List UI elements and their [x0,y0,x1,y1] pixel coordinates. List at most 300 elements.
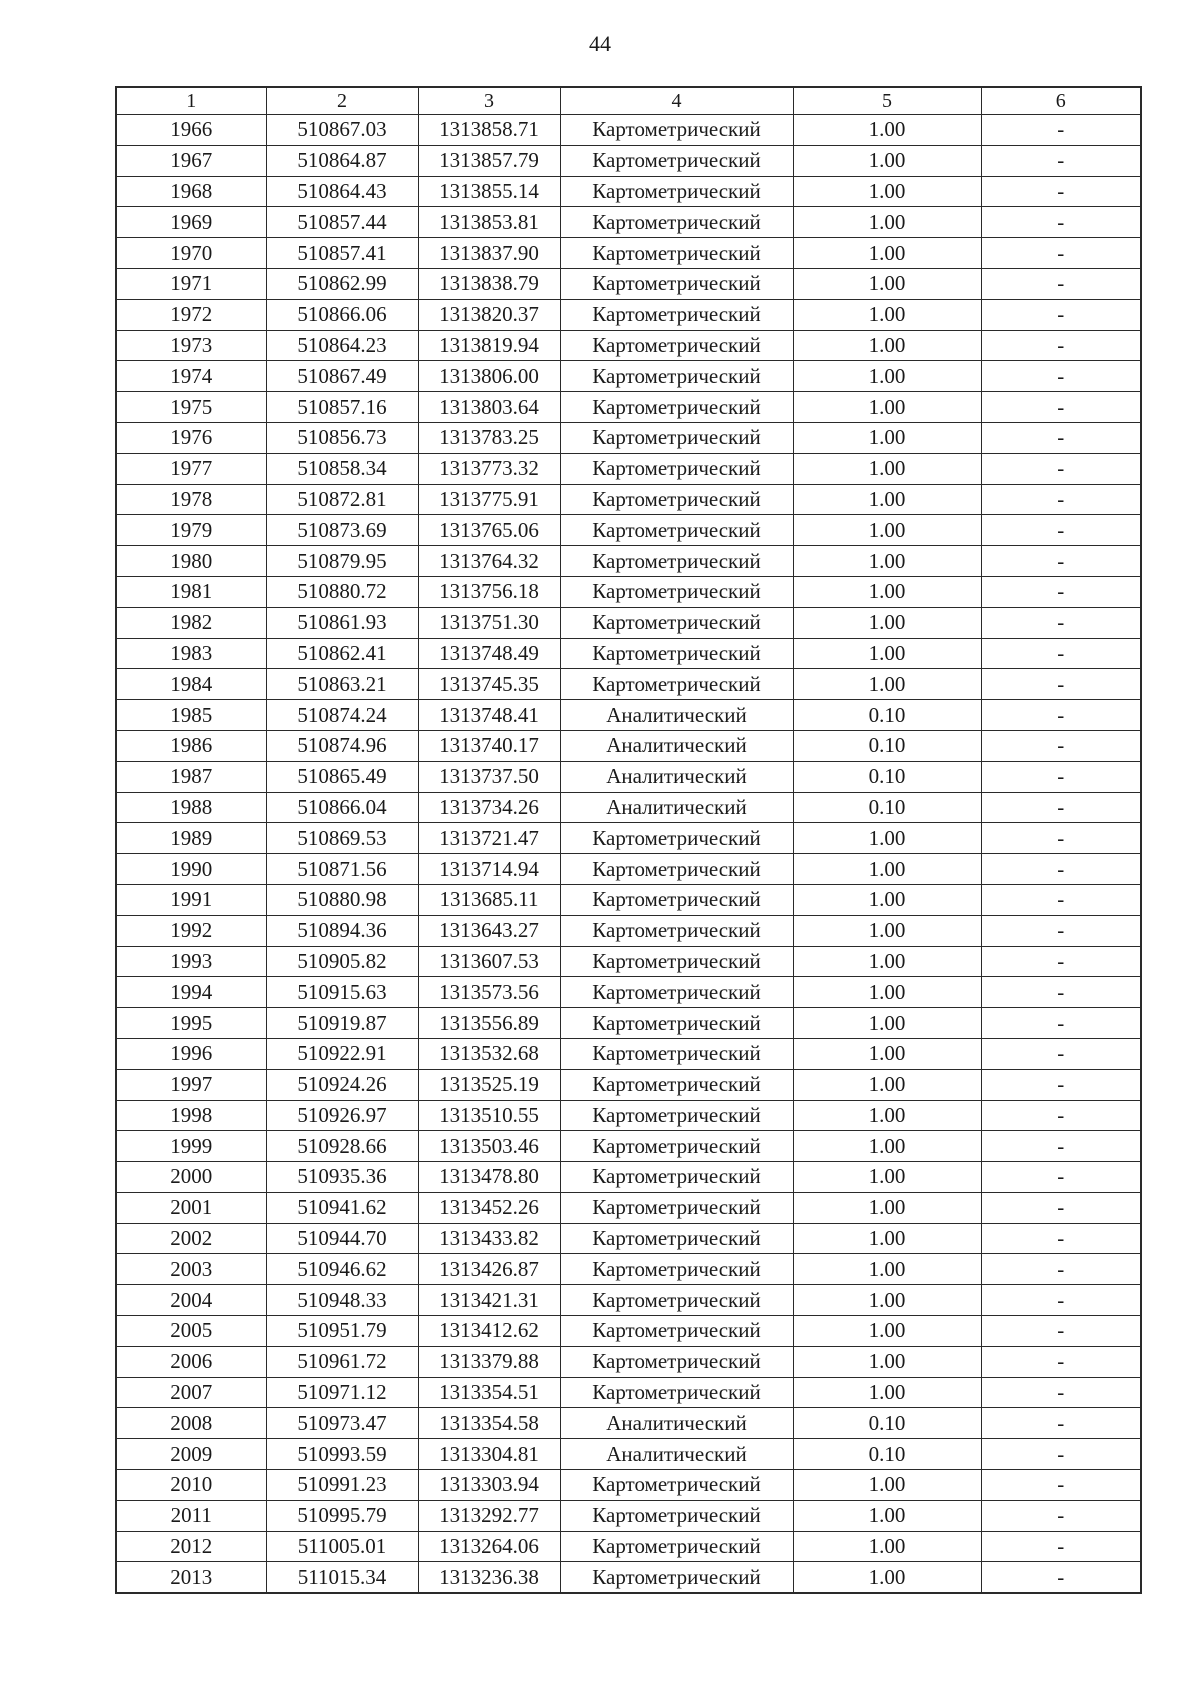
x-coordinate-cell: 510874.24 [266,700,418,731]
note-cell: - [981,453,1141,484]
accuracy-cell: 1.00 [793,1377,981,1408]
y-coordinate-cell: 1313721.47 [418,823,560,854]
point-number-cell: 2006 [116,1346,266,1377]
method-cell: Картометрический [560,1377,793,1408]
point-number-cell: 2004 [116,1285,266,1316]
accuracy-cell: 1.00 [793,1223,981,1254]
y-coordinate-cell: 1313756.18 [418,576,560,607]
y-coordinate-cell: 1313556.89 [418,1008,560,1039]
point-number-cell: 1995 [116,1008,266,1039]
accuracy-cell: 1.00 [793,1500,981,1531]
y-coordinate-cell: 1313806.00 [418,361,560,392]
method-cell: Картометрический [560,1162,793,1193]
y-coordinate-cell: 1313573.56 [418,977,560,1008]
point-number-cell: 1988 [116,792,266,823]
accuracy-cell: 1.00 [793,607,981,638]
column-header-2: 2 [266,87,418,115]
x-coordinate-cell: 510894.36 [266,915,418,946]
point-number-cell: 2007 [116,1377,266,1408]
point-number-cell: 2002 [116,1223,266,1254]
table-row [116,422,1141,453]
note-cell: - [981,915,1141,946]
table-row [116,145,1141,176]
method-cell: Картометрический [560,1531,793,1562]
table-row [116,576,1141,607]
point-number-cell: 1996 [116,1038,266,1069]
accuracy-cell: 1.00 [793,238,981,269]
method-cell: Картометрический [560,1285,793,1316]
x-coordinate-cell: 510866.04 [266,792,418,823]
column-header-4: 4 [560,87,793,115]
note-cell: - [981,238,1141,269]
note-cell: - [981,299,1141,330]
y-coordinate-cell: 1313433.82 [418,1223,560,1254]
table-row [116,453,1141,484]
y-coordinate-cell: 1313510.55 [418,1100,560,1131]
y-coordinate-cell: 1313452.26 [418,1192,560,1223]
table-row [116,700,1141,731]
point-number-cell: 1979 [116,515,266,546]
coordinates-table [115,86,1142,1594]
accuracy-cell: 1.00 [793,977,981,1008]
table-row [116,854,1141,885]
point-number-cell: 1990 [116,854,266,885]
y-coordinate-cell: 1313685.11 [418,884,560,915]
table-row [116,1531,1141,1562]
table-row [116,1470,1141,1501]
y-coordinate-cell: 1313354.58 [418,1408,560,1439]
x-coordinate-cell: 510862.41 [266,638,418,669]
x-coordinate-cell: 510973.47 [266,1408,418,1439]
method-cell: Картометрический [560,669,793,700]
table-row [116,176,1141,207]
point-number-cell: 2003 [116,1254,266,1285]
table-row [116,607,1141,638]
accuracy-cell: 1.00 [793,638,981,669]
accuracy-cell: 1.00 [793,299,981,330]
method-cell: Картометрический [560,1192,793,1223]
note-cell: - [981,854,1141,885]
accuracy-cell: 1.00 [793,823,981,854]
note-cell: - [981,792,1141,823]
method-cell: Картометрический [560,422,793,453]
method-cell: Картометрический [560,145,793,176]
y-coordinate-cell: 1313379.88 [418,1346,560,1377]
y-coordinate-cell: 1313773.32 [418,453,560,484]
method-cell: Картометрический [560,1008,793,1039]
x-coordinate-cell: 510864.87 [266,145,418,176]
y-coordinate-cell: 1313532.68 [418,1038,560,1069]
method-cell: Картометрический [560,1470,793,1501]
note-cell: - [981,884,1141,915]
y-coordinate-cell: 1313734.26 [418,792,560,823]
table-row [116,1285,1141,1316]
y-coordinate-cell: 1313748.41 [418,700,560,731]
accuracy-cell: 1.00 [793,207,981,238]
x-coordinate-cell: 510935.36 [266,1162,418,1193]
y-coordinate-cell: 1313412.62 [418,1316,560,1347]
method-cell: Картометрический [560,946,793,977]
y-coordinate-cell: 1313643.27 [418,915,560,946]
table-row [116,515,1141,546]
accuracy-cell: 1.00 [793,515,981,546]
point-number-cell: 1968 [116,176,266,207]
note-cell: - [981,977,1141,1008]
column-header-6: 6 [981,87,1141,115]
y-coordinate-cell: 1313751.30 [418,607,560,638]
method-cell: Аналитический [560,730,793,761]
table-row [116,792,1141,823]
method-cell: Картометрический [560,915,793,946]
accuracy-cell: 1.00 [793,1346,981,1377]
note-cell: - [981,176,1141,207]
table-row [116,915,1141,946]
point-number-cell: 1980 [116,546,266,577]
note-cell: - [981,730,1141,761]
method-cell: Аналитический [560,761,793,792]
point-number-cell: 2013 [116,1562,266,1593]
x-coordinate-cell: 510873.69 [266,515,418,546]
method-cell: Картометрический [560,484,793,515]
table-header [116,87,1141,115]
x-coordinate-cell: 510880.98 [266,884,418,915]
y-coordinate-cell: 1313292.77 [418,1500,560,1531]
point-number-cell: 1987 [116,761,266,792]
note-cell: - [981,1346,1141,1377]
x-coordinate-cell: 510948.33 [266,1285,418,1316]
note-cell: - [981,422,1141,453]
point-number-cell: 1989 [116,823,266,854]
note-cell: - [981,1131,1141,1162]
note-cell: - [981,484,1141,515]
table-row [116,1377,1141,1408]
table-row [116,1346,1141,1377]
point-number-cell: 2008 [116,1408,266,1439]
point-number-cell: 2001 [116,1192,266,1223]
y-coordinate-cell: 1313837.90 [418,238,560,269]
x-coordinate-cell: 510867.49 [266,361,418,392]
point-number-cell: 1972 [116,299,266,330]
page-number: 44 [589,31,611,56]
accuracy-cell: 1.00 [793,176,981,207]
point-number-cell: 2012 [116,1531,266,1562]
note-cell: - [981,1285,1141,1316]
table-row [116,1562,1141,1593]
point-number-cell: 1994 [116,977,266,1008]
note-cell: - [981,1470,1141,1501]
method-cell: Картометрический [560,207,793,238]
x-coordinate-cell: 510926.97 [266,1100,418,1131]
column-header-1: 1 [116,87,266,115]
note-cell: - [981,700,1141,731]
table-row [116,946,1141,977]
note-cell: - [981,515,1141,546]
accuracy-cell: 1.00 [793,669,981,700]
method-cell: Картометрический [560,515,793,546]
accuracy-cell: 1.00 [793,1316,981,1347]
point-number-cell: 1999 [116,1131,266,1162]
note-cell: - [981,546,1141,577]
note-cell: - [981,761,1141,792]
method-cell: Картометрический [560,1346,793,1377]
x-coordinate-cell: 510872.81 [266,484,418,515]
note-cell: - [981,207,1141,238]
x-coordinate-cell: 510993.59 [266,1439,418,1470]
table-row [116,1131,1141,1162]
table-row [116,730,1141,761]
point-number-cell: 2010 [116,1470,266,1501]
note-cell: - [981,1192,1141,1223]
note-cell: - [981,1223,1141,1254]
table-row [116,330,1141,361]
note-cell: - [981,1531,1141,1562]
table-row [116,1408,1141,1439]
note-cell: - [981,1008,1141,1039]
method-cell: Картометрический [560,453,793,484]
note-cell: - [981,392,1141,423]
point-number-cell: 1975 [116,392,266,423]
table-row [116,238,1141,269]
point-number-cell: 1983 [116,638,266,669]
table-row [116,1223,1141,1254]
table-row [116,823,1141,854]
y-coordinate-cell: 1313855.14 [418,176,560,207]
y-coordinate-cell: 1313304.81 [418,1439,560,1470]
accuracy-cell: 1.00 [793,392,981,423]
table-row [116,1162,1141,1193]
table-row [116,115,1141,146]
table-row [116,546,1141,577]
point-number-cell: 1978 [116,484,266,515]
note-cell: - [981,1254,1141,1285]
accuracy-cell: 0.10 [793,1439,981,1470]
point-number-cell: 1971 [116,268,266,299]
x-coordinate-cell: 510880.72 [266,576,418,607]
x-coordinate-cell: 510991.23 [266,1470,418,1501]
x-coordinate-cell: 510869.53 [266,823,418,854]
table-row [116,1500,1141,1531]
note-cell: - [981,361,1141,392]
note-cell: - [981,145,1141,176]
x-coordinate-cell: 511015.34 [266,1562,418,1593]
accuracy-cell: 1.00 [793,453,981,484]
table-row [116,1439,1141,1470]
method-cell: Картометрический [560,299,793,330]
x-coordinate-cell: 510871.56 [266,854,418,885]
y-coordinate-cell: 1313737.50 [418,761,560,792]
column-header-5: 5 [793,87,981,115]
point-number-cell: 1967 [116,145,266,176]
method-cell: Картометрический [560,115,793,146]
method-cell: Картометрический [560,977,793,1008]
note-cell: - [981,1316,1141,1347]
method-cell: Картометрический [560,854,793,885]
accuracy-cell: 1.00 [793,268,981,299]
table-row [116,207,1141,238]
x-coordinate-cell: 510924.26 [266,1069,418,1100]
point-number-cell: 1973 [116,330,266,361]
point-number-cell: 1981 [116,576,266,607]
note-cell: - [981,268,1141,299]
note-cell: - [981,946,1141,977]
table-row [116,638,1141,669]
accuracy-cell: 1.00 [793,330,981,361]
table-row [116,1100,1141,1131]
table-row [116,977,1141,1008]
x-coordinate-cell: 510951.79 [266,1316,418,1347]
y-coordinate-cell: 1313740.17 [418,730,560,761]
note-cell: - [981,1500,1141,1531]
table-row [116,361,1141,392]
y-coordinate-cell: 1313503.46 [418,1131,560,1162]
accuracy-cell: 0.10 [793,1408,981,1439]
note-cell: - [981,1439,1141,1470]
method-cell: Картометрический [560,1562,793,1593]
point-number-cell: 1969 [116,207,266,238]
x-coordinate-cell: 510971.12 [266,1377,418,1408]
accuracy-cell: 1.00 [793,1069,981,1100]
x-coordinate-cell: 510961.72 [266,1346,418,1377]
y-coordinate-cell: 1313783.25 [418,422,560,453]
y-coordinate-cell: 1313858.71 [418,115,560,146]
accuracy-cell: 0.10 [793,792,981,823]
note-cell: - [981,1562,1141,1593]
accuracy-cell: 1.00 [793,1285,981,1316]
y-coordinate-cell: 1313421.31 [418,1285,560,1316]
note-cell: - [981,115,1141,146]
y-coordinate-cell: 1313764.32 [418,546,560,577]
accuracy-cell: 1.00 [793,946,981,977]
method-cell: Картометрический [560,330,793,361]
accuracy-cell: 0.10 [793,700,981,731]
y-coordinate-cell: 1313803.64 [418,392,560,423]
point-number-cell: 2009 [116,1439,266,1470]
x-coordinate-cell: 510944.70 [266,1223,418,1254]
method-cell: Картометрический [560,268,793,299]
accuracy-cell: 1.00 [793,546,981,577]
method-cell: Картометрический [560,884,793,915]
x-coordinate-cell: 510866.06 [266,299,418,330]
y-coordinate-cell: 1313354.51 [418,1377,560,1408]
method-cell: Картометрический [560,238,793,269]
column-header-3: 3 [418,87,560,115]
point-number-cell: 2005 [116,1316,266,1347]
x-coordinate-cell: 510865.49 [266,761,418,792]
y-coordinate-cell: 1313264.06 [418,1531,560,1562]
method-cell: Аналитический [560,1439,793,1470]
note-cell: - [981,1162,1141,1193]
accuracy-cell: 0.10 [793,730,981,761]
x-coordinate-cell: 510864.43 [266,176,418,207]
method-cell: Картометрический [560,361,793,392]
y-coordinate-cell: 1313303.94 [418,1470,560,1501]
y-coordinate-cell: 1313426.87 [418,1254,560,1285]
y-coordinate-cell: 1313478.80 [418,1162,560,1193]
x-coordinate-cell: 510867.03 [266,115,418,146]
method-cell: Картометрический [560,546,793,577]
point-number-cell: 1998 [116,1100,266,1131]
accuracy-cell: 1.00 [793,1100,981,1131]
table-row [116,484,1141,515]
point-number-cell: 1992 [116,915,266,946]
table-row [116,1069,1141,1100]
note-cell: - [981,1069,1141,1100]
point-number-cell: 1976 [116,422,266,453]
y-coordinate-cell: 1313765.06 [418,515,560,546]
table-row [116,669,1141,700]
x-coordinate-cell: 510857.41 [266,238,418,269]
x-coordinate-cell: 510928.66 [266,1131,418,1162]
table-row [116,1254,1141,1285]
note-cell: - [981,823,1141,854]
note-cell: - [981,669,1141,700]
y-coordinate-cell: 1313853.81 [418,207,560,238]
method-cell: Картометрический [560,823,793,854]
method-cell: Картометрический [560,176,793,207]
y-coordinate-cell: 1313748.49 [418,638,560,669]
header-row [116,87,1141,115]
x-coordinate-cell: 510941.62 [266,1192,418,1223]
table-row [116,1038,1141,1069]
accuracy-cell: 1.00 [793,1254,981,1285]
point-number-cell: 1991 [116,884,266,915]
x-coordinate-cell: 510862.99 [266,268,418,299]
x-coordinate-cell: 510919.87 [266,1008,418,1039]
method-cell: Картометрический [560,1100,793,1131]
x-coordinate-cell: 510863.21 [266,669,418,700]
x-coordinate-cell: 510995.79 [266,1500,418,1531]
accuracy-cell: 1.00 [793,1531,981,1562]
point-number-cell: 2011 [116,1500,266,1531]
x-coordinate-cell: 510864.23 [266,330,418,361]
method-cell: Картометрический [560,1500,793,1531]
point-number-cell: 1970 [116,238,266,269]
method-cell: Картометрический [560,1254,793,1285]
table-row [116,1316,1141,1347]
accuracy-cell: 1.00 [793,854,981,885]
x-coordinate-cell: 510879.95 [266,546,418,577]
accuracy-cell: 1.00 [793,361,981,392]
point-number-cell: 1986 [116,730,266,761]
x-coordinate-cell: 510905.82 [266,946,418,977]
y-coordinate-cell: 1313714.94 [418,854,560,885]
table-row [116,1008,1141,1039]
accuracy-cell: 0.10 [793,761,981,792]
accuracy-cell: 1.00 [793,484,981,515]
point-number-cell: 1993 [116,946,266,977]
y-coordinate-cell: 1313745.35 [418,669,560,700]
point-number-cell: 2000 [116,1162,266,1193]
method-cell: Картометрический [560,1038,793,1069]
y-coordinate-cell: 1313838.79 [418,268,560,299]
x-coordinate-cell: 510946.62 [266,1254,418,1285]
accuracy-cell: 1.00 [793,576,981,607]
accuracy-cell: 1.00 [793,115,981,146]
note-cell: - [981,330,1141,361]
x-coordinate-cell: 510857.16 [266,392,418,423]
point-number-cell: 1997 [116,1069,266,1100]
note-cell: - [981,607,1141,638]
accuracy-cell: 1.00 [793,1038,981,1069]
method-cell: Аналитический [560,792,793,823]
x-coordinate-cell: 510861.93 [266,607,418,638]
y-coordinate-cell: 1313525.19 [418,1069,560,1100]
x-coordinate-cell: 511005.01 [266,1531,418,1562]
y-coordinate-cell: 1313236.38 [418,1562,560,1593]
x-coordinate-cell: 510858.34 [266,453,418,484]
accuracy-cell: 1.00 [793,1162,981,1193]
method-cell: Картометрический [560,1223,793,1254]
